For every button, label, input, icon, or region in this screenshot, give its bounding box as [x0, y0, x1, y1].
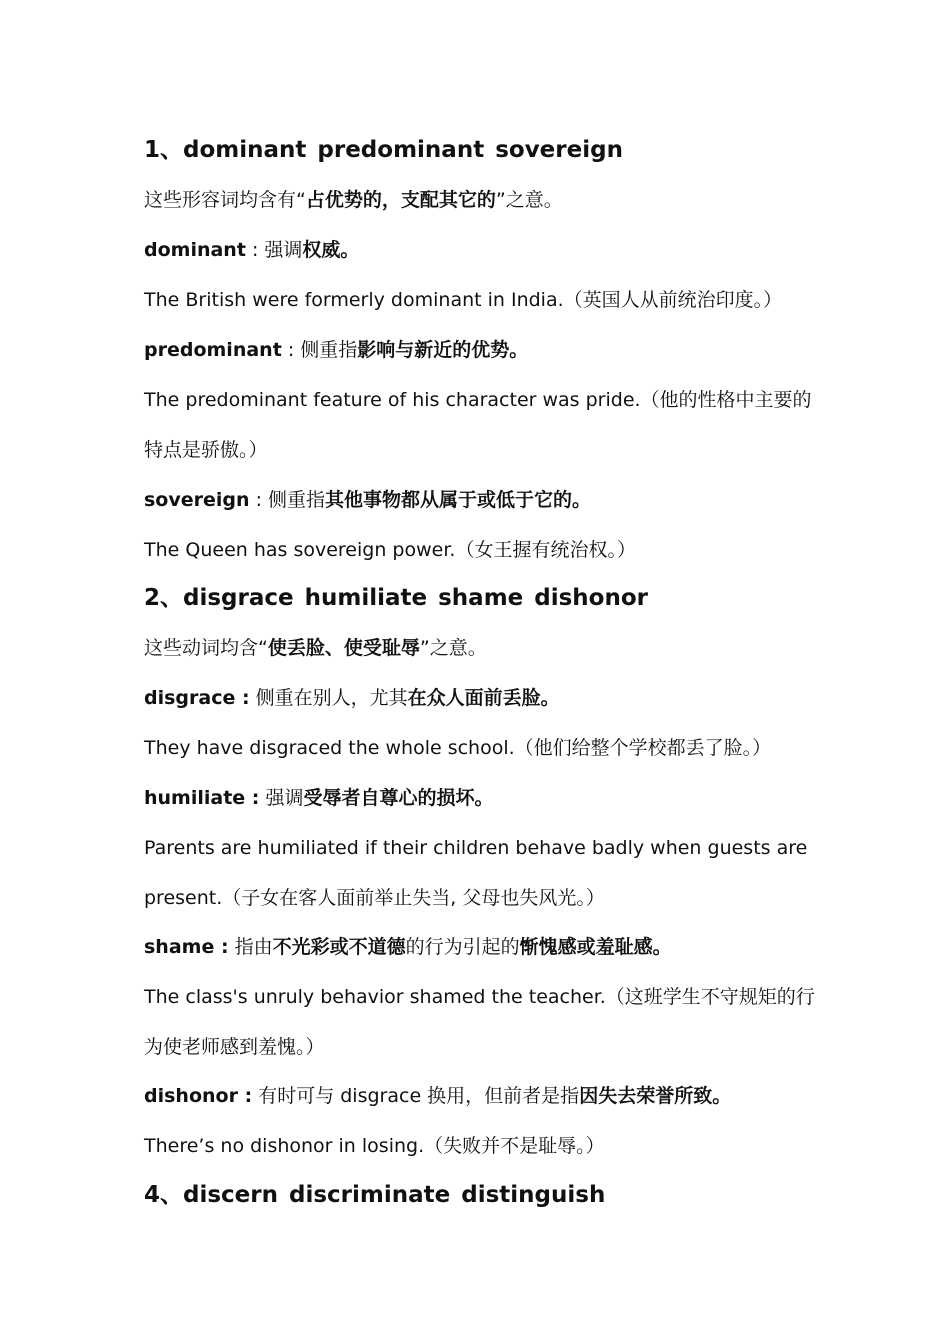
heading-word: humiliate: [304, 585, 428, 611]
intro-text: ”之意。: [419, 637, 487, 659]
heading-word: dishonor: [534, 585, 648, 611]
entry-desc: 强调: [264, 239, 303, 261]
entry-term: disgrace :: [144, 687, 250, 709]
entry-desc-bold: 惭愧感或羞耻感。: [519, 936, 672, 958]
entry-separator: :: [249, 489, 269, 511]
entry-desc-bold: 不光彩或不道德: [272, 936, 406, 958]
entry-desc: 的行为引起的: [405, 936, 520, 958]
entry-example: There’s no dishonor in losing.（失败并不是耻辱。）: [144, 1135, 605, 1157]
entry-desc: 指由: [228, 936, 273, 958]
entry-desc-bold: 权威。: [302, 239, 360, 261]
intro-bold: 使丢脸、使受耻辱: [267, 637, 420, 659]
heading-word: discern: [183, 1182, 279, 1208]
entry-desc: 侧重指: [300, 339, 358, 361]
entry-definition: [144, 686, 804, 710]
entry-desc-bold: 影响与新近的优势。: [357, 339, 529, 361]
entry-example: Parents are humiliated if their children behave badly when guests are: [144, 837, 808, 859]
heading-word: predominant: [317, 137, 485, 163]
section-number: 2、: [144, 585, 184, 611]
intro-text: 这些动词均含“: [144, 637, 268, 659]
entry-definition: [144, 238, 804, 262]
entry-example: The class's unruly behavior shamed the teacher.（这班学生不守规矩的行: [144, 986, 815, 1008]
entry-desc: 侧重在别人，尤其: [249, 687, 408, 709]
intro-text: ”之意。: [495, 189, 563, 211]
entry-example-cont: 为使老师感到羞愧。）: [144, 1036, 325, 1058]
entry-example: The predominant feature of his character was pride.（他的性格中主要的: [144, 389, 812, 411]
entry-term: dominant: [144, 239, 246, 261]
entry-example: They have disgraced the whole school.（他们给整个学校都丢了脸。）: [144, 737, 772, 759]
entry-example-cont: 特点是骄傲。）: [144, 439, 268, 461]
entry-desc-bold: 其他事物都从属于或低于它的。: [325, 489, 592, 511]
section-number: 1、: [144, 137, 184, 163]
entry-term: sovereign: [144, 489, 250, 511]
entry-separator: :: [245, 239, 265, 261]
entry-desc-bold: 受辱者自尊心的损坏。: [303, 787, 494, 809]
entry-desc-bold: 在众人面前丢脸。: [407, 687, 560, 709]
entry-definition: [144, 338, 804, 362]
heading-word: shame: [438, 585, 524, 611]
entry-example: The Queen has sovereign power.（女王握有统治权。）: [144, 539, 636, 561]
heading-word: distinguish: [461, 1182, 606, 1208]
entry-term: predominant: [144, 339, 282, 361]
entry-desc: 侧重指: [268, 489, 326, 511]
section-1-heading: [144, 136, 804, 164]
section-2-intro: [144, 636, 804, 660]
heading-word: disgrace: [183, 585, 294, 611]
entry-term: shame :: [144, 936, 229, 958]
entry-definition: [144, 786, 804, 810]
entry-definition: [144, 1084, 804, 1108]
heading-word: discriminate: [289, 1182, 451, 1208]
section-1-intro: [144, 188, 804, 212]
entry-term: dishonor :: [144, 1085, 253, 1107]
entry-definition: [144, 935, 804, 959]
section-number: 4、: [144, 1182, 184, 1208]
intro-bold: 占优势的，支配其它的: [305, 189, 496, 211]
entry-definition: [144, 488, 804, 512]
section-2-heading: [144, 584, 804, 612]
intro-text: 这些形容词均含有“: [144, 189, 306, 211]
entry-example: The British were formerly dominant in India.（英国人从前统治印度。）: [144, 289, 783, 311]
entry-example-cont: present.（子女在客人面前举止失当, 父母也失风光。）: [144, 887, 605, 909]
heading-word: sovereign: [495, 137, 623, 163]
entry-separator: :: [281, 339, 301, 361]
section-4-heading: [144, 1181, 804, 1209]
entry-term: humiliate :: [144, 787, 260, 809]
entry-desc: 强调: [259, 787, 304, 809]
entry-desc: 有时可与 disgrace 换用，但前者是指: [252, 1085, 580, 1107]
heading-word: dominant: [183, 137, 307, 163]
entry-desc-bold: 因失去荣誉所致。: [579, 1085, 732, 1107]
